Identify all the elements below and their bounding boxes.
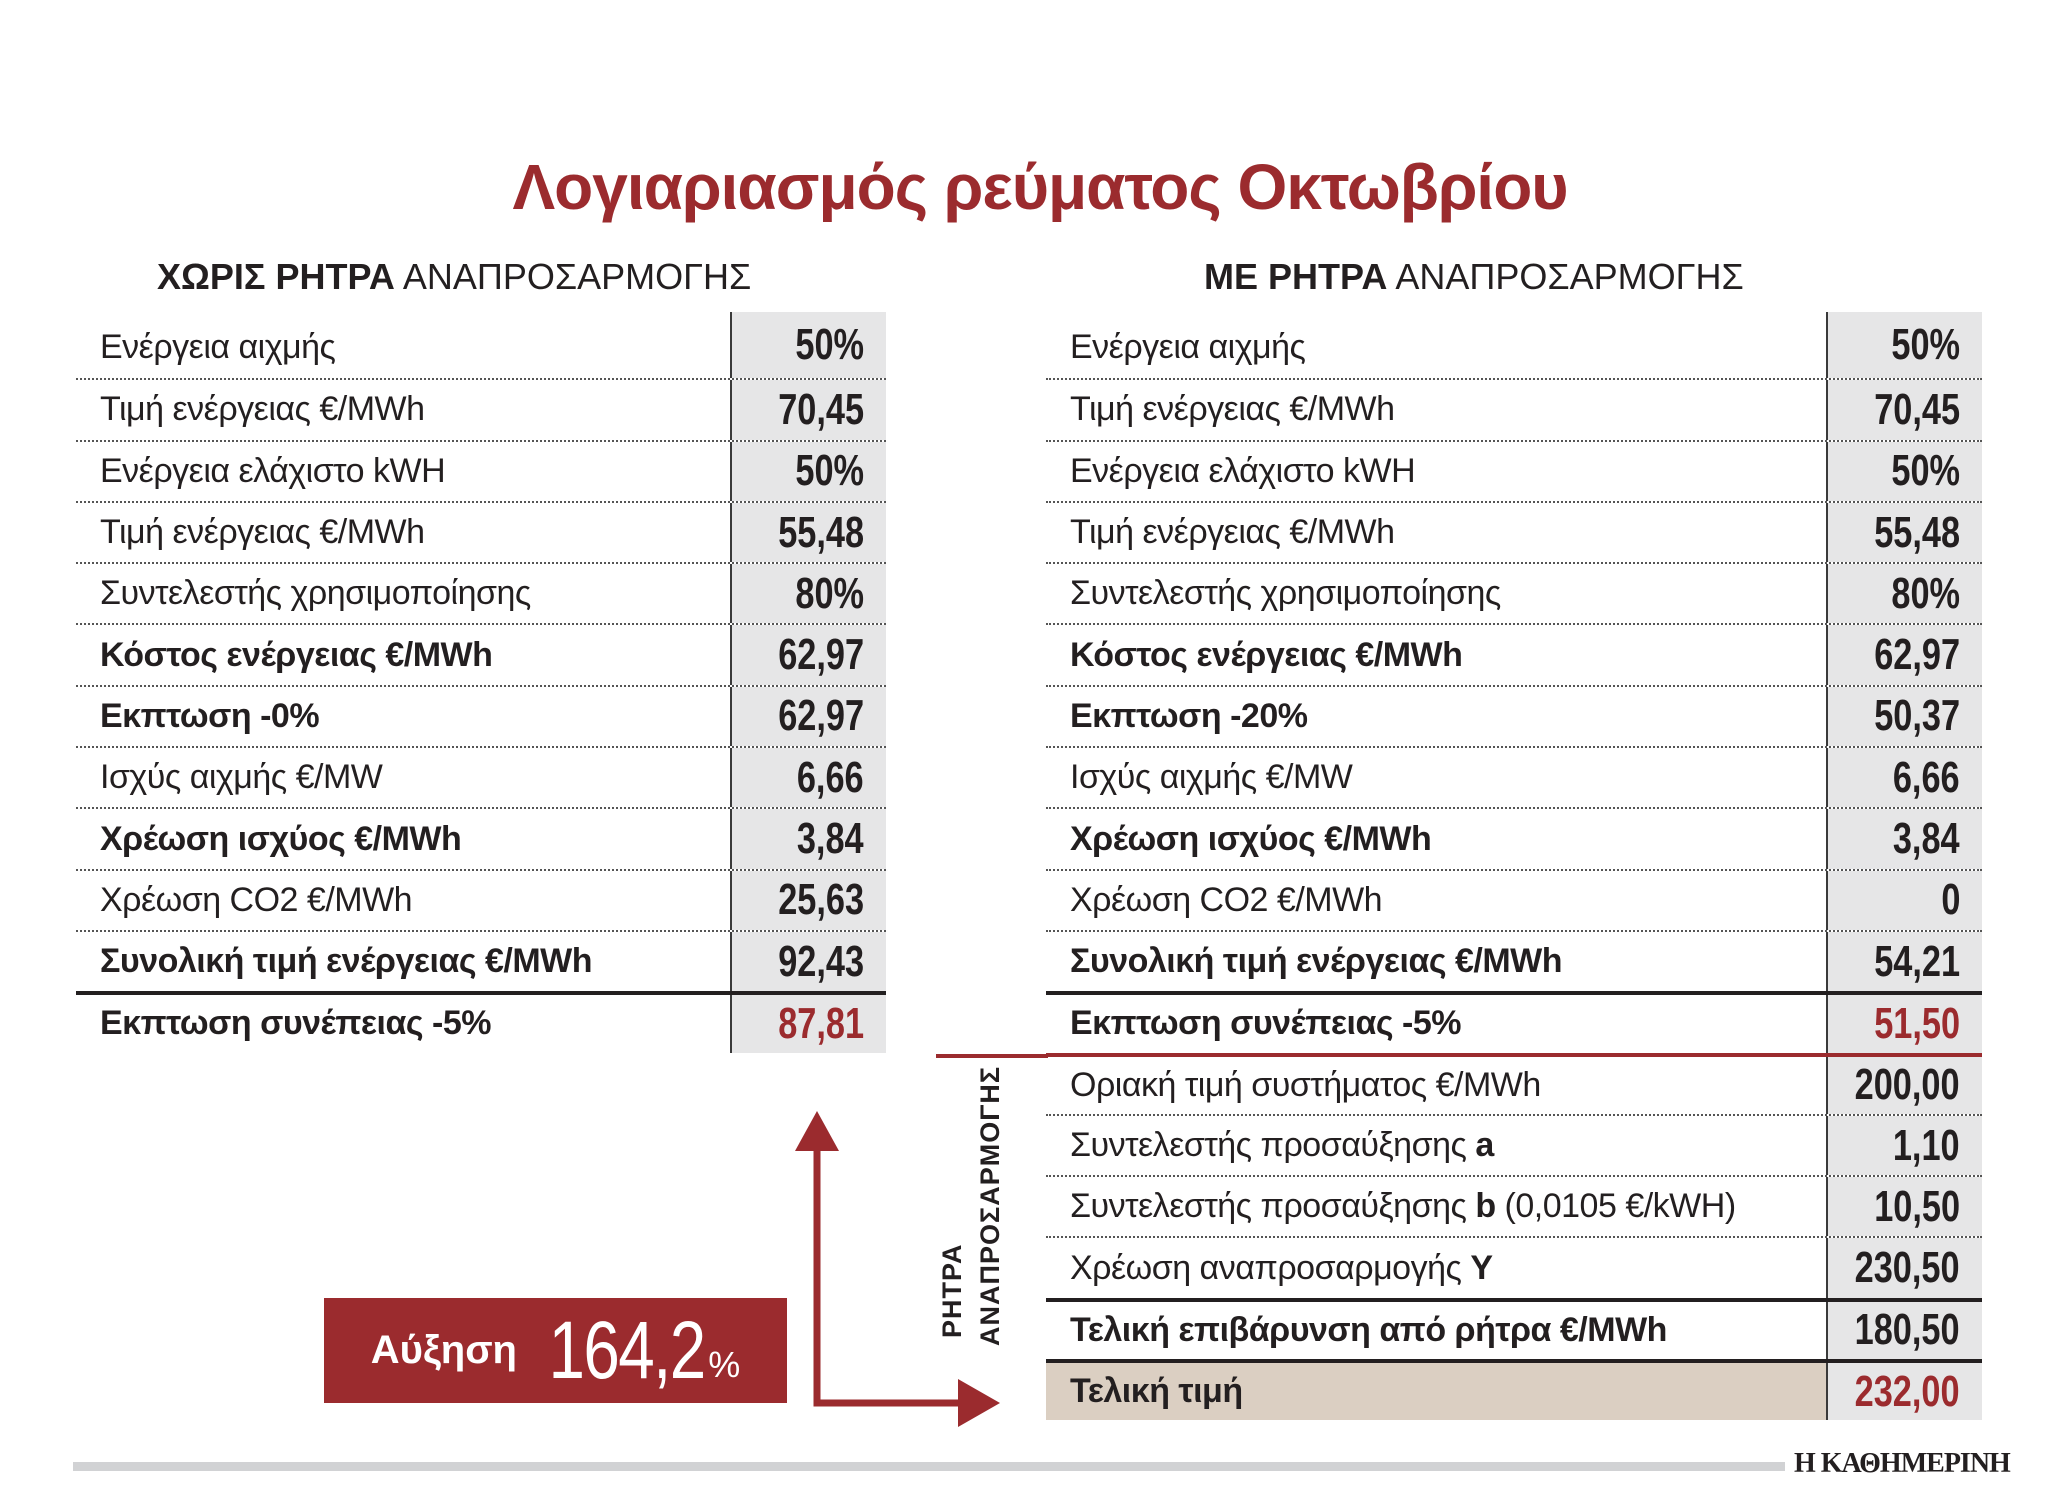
row-value-cell (1826, 995, 1982, 1052)
row-label-text: Ισχύς αιχμής €/MW (1070, 758, 1353, 797)
row-label (1046, 1363, 1826, 1420)
row-value-cell (1826, 503, 1982, 562)
row-label (1046, 1057, 1826, 1114)
infographic-title: Λογιαριασμός ρεύματος Οκτωβρίου (512, 151, 1568, 223)
row-label-emphasis: a (1475, 1126, 1494, 1164)
table-row (1046, 1359, 1982, 1420)
row-value-cell (730, 442, 886, 501)
table-row (76, 807, 886, 868)
table-row (76, 562, 886, 623)
row-value: 50% (1891, 446, 1960, 496)
row-label (1046, 1116, 1826, 1175)
row-value-cell (1826, 1363, 1982, 1420)
row-label-text: Κόστος ενέργειας €/MWh (1070, 635, 1463, 674)
left-table-header (157, 256, 751, 298)
table-row (76, 501, 886, 562)
row-value-cell (1826, 312, 1982, 378)
row-label (1046, 380, 1826, 439)
table-row (1046, 501, 1982, 562)
row-value-cell (730, 312, 886, 378)
row-label-text: Εκπτωση συνέπειας -5% (100, 1004, 491, 1043)
row-value: 80% (1891, 568, 1960, 618)
row-value-cell (730, 809, 886, 868)
row-value-cell (1826, 1302, 1982, 1359)
row-label (76, 871, 730, 930)
row-label-text: Τιμή ενέργειας €/MWh (100, 513, 425, 552)
row-label (1046, 748, 1826, 807)
row-label (76, 503, 730, 562)
row-value: 70,45 (778, 384, 864, 434)
row-value-cell (730, 625, 886, 684)
footer-rule (73, 1462, 1785, 1471)
row-value-cell (1826, 1238, 1982, 1297)
row-label-text: Τιμή ενέργειας €/MWh (1070, 513, 1395, 552)
table-row (1046, 378, 1982, 439)
row-label-text: Οριακή τιμή συστήματος €/MWh (1070, 1065, 1541, 1104)
row-value: 50% (1891, 320, 1960, 369)
table-row (1046, 930, 1982, 991)
row-label (1046, 871, 1826, 930)
table-row (1046, 1236, 1982, 1297)
row-label (1046, 503, 1826, 562)
row-label-text: Συνολική τιμή ενέργειας €/MWh (1070, 942, 1563, 981)
row-label-text: Τιμή ενέργειας €/MWh (1070, 390, 1395, 429)
left-header-rest: ΑΝΑΠΡΟΣΑΡΜΟΓΗΣ (394, 256, 752, 297)
table-row (1046, 685, 1982, 746)
table-row (1046, 1175, 1982, 1236)
row-label (76, 932, 730, 991)
row-label (1046, 932, 1826, 991)
row-label-text: Χρέωση ισχύος €/MWh (1070, 819, 1432, 858)
row-label (76, 380, 730, 439)
row-value-cell (1826, 687, 1982, 746)
row-value-cell (1826, 380, 1982, 439)
row-value-cell (730, 932, 886, 991)
row-value: 50% (795, 320, 864, 369)
row-label (76, 317, 730, 378)
row-value-cell (730, 748, 886, 807)
row-label-emphasis: Y (1470, 1248, 1493, 1287)
row-label (76, 687, 730, 746)
row-label (76, 625, 730, 684)
row-value: 80% (795, 568, 864, 618)
row-value-cell (1826, 564, 1982, 623)
row-value: 70,45 (1874, 384, 1960, 434)
row-label-text: Ενέργεια ελάχιστο kWH (100, 451, 446, 490)
row-label-text: Συντελεστής προσαύξησης (1070, 1126, 1476, 1164)
row-label (76, 564, 730, 623)
table-row (1046, 807, 1982, 868)
row-value-cell (1826, 442, 1982, 501)
row-label-text: Εκπτωση -0% (100, 696, 320, 735)
row-value: 92,43 (778, 936, 864, 986)
clause-divider-line (936, 1054, 1048, 1058)
row-label (1046, 442, 1826, 501)
right-table-header (1204, 256, 1744, 298)
row-label (76, 748, 730, 807)
right-header-rest: ΑΝΑΠΡΟΣΑΡΜΟΓΗΣ (1387, 256, 1744, 297)
table-row (1046, 623, 1982, 684)
row-label (1046, 995, 1826, 1052)
row-value-cell (1826, 809, 1982, 868)
table-row (1046, 1053, 1982, 1114)
row-label (1046, 1238, 1826, 1297)
right-header-bold: ΜΕ ΡΗΤΡΑ (1204, 256, 1388, 297)
table-row (1046, 562, 1982, 623)
table-row (76, 869, 886, 930)
row-value: 6,66 (797, 752, 864, 802)
table-row (1046, 440, 1982, 501)
row-value: 1,10 (1893, 1120, 1960, 1170)
row-value: 3,84 (1893, 814, 1960, 864)
row-label (1046, 1177, 1826, 1236)
row-label-note: (0,0105 €/kWH) (1495, 1187, 1736, 1226)
row-value: 62,97 (1874, 630, 1960, 680)
left-header-bold: ΧΩΡΙΣ ΡΗΤΡΑ (157, 256, 395, 297)
table-row (1046, 1298, 1982, 1359)
row-label (76, 995, 730, 1052)
row-label-text: Ισχύς αιχμής €/MW (100, 758, 383, 797)
table-row (1046, 746, 1982, 807)
table-row (1046, 869, 1982, 930)
row-value-cell (730, 995, 886, 1052)
row-value: 180,50 (1855, 1305, 1960, 1355)
row-label (1046, 687, 1826, 746)
row-label-text: Εκπτωση -20% (1070, 696, 1308, 735)
row-value-cell (730, 380, 886, 439)
row-value: 55,48 (778, 507, 864, 557)
side-label-line2: ΑΝΑΠΡΟΣΑΡΜΟΓΗΣ (975, 1065, 1005, 1346)
row-value: 200,00 (1855, 1060, 1960, 1110)
row-value-cell (730, 871, 886, 930)
row-value-cell (1826, 932, 1982, 991)
table-row (76, 746, 886, 807)
table-row (1046, 991, 1982, 1052)
row-value-cell (730, 687, 886, 746)
row-label-text: Εκπτωση συνέπειας -5% (1070, 1004, 1461, 1043)
row-value: 54,21 (1874, 936, 1960, 986)
table-row (76, 685, 886, 746)
increase-badge (324, 1298, 787, 1403)
row-value-cell (1826, 1116, 1982, 1175)
row-value: 50,37 (1874, 691, 1960, 741)
row-value: 230,50 (1855, 1243, 1960, 1293)
row-value-cell (1826, 871, 1982, 930)
connector-arrow-icon (780, 1105, 1020, 1435)
row-label (76, 442, 730, 501)
row-value: 3,84 (797, 814, 864, 864)
row-value-cell (1826, 1177, 1982, 1236)
row-label (1046, 809, 1826, 868)
row-label-emphasis: b (1475, 1187, 1496, 1226)
row-label-text: Συντελεστής χρησιμοποίησης (100, 574, 531, 613)
row-label (1046, 564, 1826, 623)
table-row (76, 991, 886, 1052)
increase-unit: % (708, 1343, 741, 1385)
row-label-text: Συντελεστής χρησιμοποίησης (1070, 574, 1501, 613)
increase-number: 164,2 (548, 1304, 705, 1396)
table-row (76, 317, 886, 378)
table-with-clause (1046, 317, 1982, 1420)
row-value: 232,00 (1855, 1366, 1960, 1416)
row-value-cell (1826, 1057, 1982, 1114)
row-value: 62,97 (778, 691, 864, 741)
brand-logo: Η ΚΑΘΗΜΕΡΙΝΗ (1794, 1448, 2010, 1479)
table-row (1046, 317, 1982, 378)
row-value-cell (1826, 748, 1982, 807)
table-row (76, 930, 886, 991)
row-label (1046, 625, 1826, 684)
row-label-text: Χρέωση CO2 €/MWh (1070, 880, 1383, 919)
row-label (1046, 317, 1826, 378)
row-label-text: Ενέργεια αιχμής (100, 328, 336, 367)
row-value-cell (730, 503, 886, 562)
row-value: 51,50 (1874, 998, 1960, 1048)
row-value: 62,97 (778, 630, 864, 680)
table-row (1046, 1114, 1982, 1175)
row-label-text: Χρέωση αναπροσαρμογής (1070, 1248, 1471, 1287)
row-label-text: Κόστος ενέργειας €/MWh (100, 635, 493, 674)
table-row (76, 440, 886, 501)
row-value: 87,81 (778, 998, 864, 1048)
side-label-line1: ΡΗΤΡΑ (937, 1243, 967, 1338)
row-label-text: Τελική επιβάρυνση από ρήτρα €/MWh (1070, 1310, 1667, 1349)
row-label-text: Χρέωση ισχύος €/MWh (100, 819, 462, 858)
table-without-clause (76, 317, 886, 1053)
row-label-text: Ενέργεια ελάχιστο kWH (1070, 451, 1416, 490)
row-value: 50% (795, 446, 864, 496)
row-label-text: Συνολική τιμή ενέργειας €/MWh (100, 942, 593, 981)
row-label (76, 809, 730, 868)
row-label-text: Χρέωση CO2 €/MWh (100, 880, 413, 919)
row-label (1046, 1302, 1826, 1359)
row-label-text: Ενέργεια αιχμής (1070, 328, 1306, 367)
row-value: 25,63 (778, 875, 864, 925)
row-value: 6,66 (1893, 752, 1960, 802)
row-label-text: Τιμή ενέργειας €/MWh (100, 390, 425, 429)
row-value: 10,50 (1874, 1181, 1960, 1231)
row-value: 55,48 (1874, 507, 1960, 557)
row-label-text: Τελική τιμή (1070, 1372, 1243, 1411)
row-value: 0 (1940, 875, 1960, 925)
table-row (76, 623, 886, 684)
increase-word: Αύξηση (370, 1328, 517, 1372)
row-value-cell (1826, 625, 1982, 684)
table-row (76, 378, 886, 439)
row-value-cell (730, 564, 886, 623)
row-label-text: Συντελεστής προσαύξησης (1070, 1187, 1476, 1226)
